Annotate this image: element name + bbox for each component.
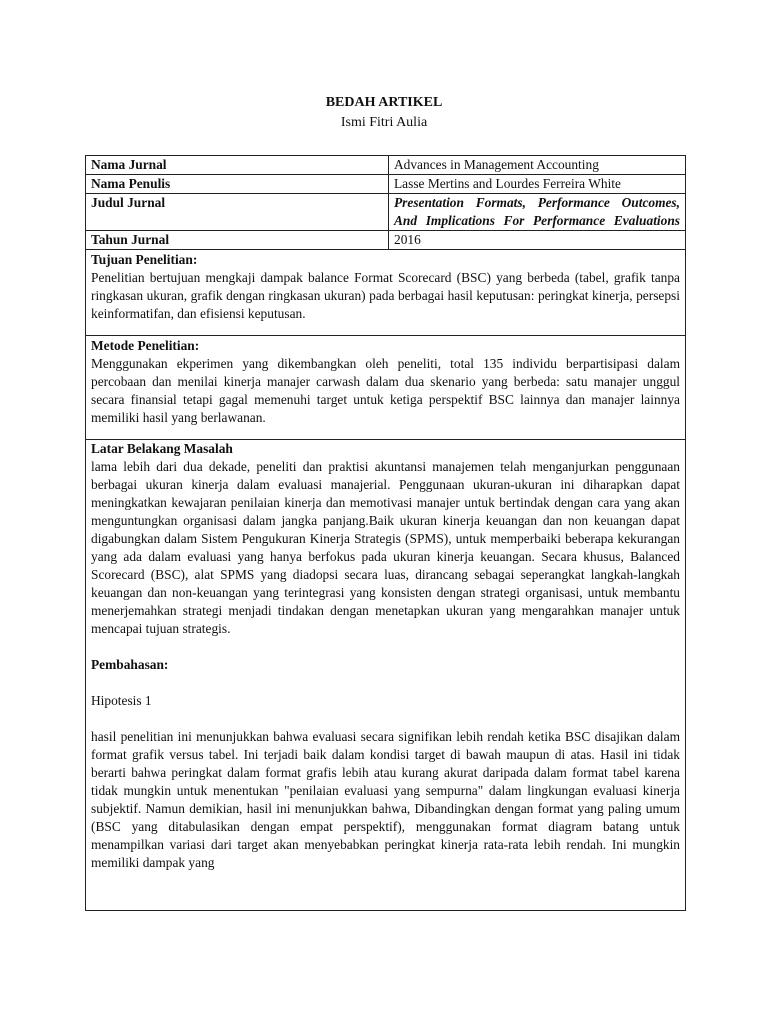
- latar-title: Latar Belakang Masalah: [91, 441, 233, 456]
- metode-text: Menggunakan ekperimen yang dikembangkan oleh peneliti, total 135 individu berpartisipasi dalam percobaan dan menilai kinerja manajer carwash dalam dua skenario yang berbeda: satu manajer unggul secara finansial tetapi gagal memenuhi target untuk ketiga perspektif BSC lainnya dan manajer lainnya memiliki hasil yang berlawanan.: [91, 356, 680, 425]
- hipotesis-subtitle: Hipotesis 1: [91, 693, 152, 708]
- metode-section: [86, 336, 686, 440]
- latar-text: lama lebih dari dua dekade, peneliti dan praktisi akuntansi manajemen telah menganjurkan penggunaan berbagai ukuran kinerja dalam evaluasi manajerial. Penggunaan ukuran-ukuran ini diharapkan dapat meningkatkan kewajaran penilaian kinerja dan memotivasi manajer untuk bertindak dengan cara yang akan menguntungkan organisasi dalam jangka panjang.Baik ukuran kinerja keuangan dan non keuangan dapat digabungkan dalam Sistem Pengukuran Kinerja Strategis (SPMS), untuk memperbaiki beberapa kekurangan yang ada dalam evaluasi yang hanya berfokus pada ukuran kinerja keuangan. Secara khusus, Balanced Scorecard (BSC), alat SPMS yang diadopsi secara luas, dirancang sebagai seperangkat langkah-langkah keuangan dan non-keuangan yang terintegrasi yang konsisten dengan strategi organisasi, untuk membantu menerjemahkan strategi menjadi tindakan dengan menetapkan ukuran yang mengarahkan manajer untuk mencapai tujuan strategis.: [91, 459, 680, 636]
- row-value-judul-jurnal: Presentation Formats, Performance Outcomes, And Implications For Performance Evaluations: [389, 194, 686, 231]
- table-row: [86, 231, 686, 250]
- tujuan-title: Tujuan Penelitian:: [91, 252, 198, 267]
- pembahasan-title: Pembahasan:: [91, 657, 169, 672]
- tujuan-section: [86, 250, 686, 336]
- table-row: [86, 175, 686, 194]
- document-title: BEDAH ARTIKEL: [325, 95, 443, 110]
- tujuan-text: Penelitian bertujuan mengkaji dampak balance Format Scorecard (BSC) yang berbeda (tabel, grafik tanpa ringkasan ukuran, grafik dengan ringkasan ukuran) pada berbagai hasil keputusan: peringkat kinerja, persepsi keinformatifan, dan efisiensi keputusan.: [91, 270, 680, 321]
- pembahasan-text: hasil penelitian ini menunjukkan bahwa evaluasi secara signifikan lebih rendah ketika BSC disajikan dalam format grafik versus tabel. Ini terjadi baik dalam kondisi target di bawah maupun di atas. Hasil ini tidak berarti bahwa peringkat dalam format grafis lebih atau kurang akurat daripada dalam format tabel karena tidak mungkin untuk menentukan "penilaian evaluasi yang sempurna" dalam lingkungan evaluasi kinerja subjektif. Namun demikian, hasil ini menunjukkan bahwa, Dibandingkan dengan format yang paling umum (BSC yang ditabulasikan dengan empat perspektif), menggunakan format diagram batang untuk menampilkan variasi dari target akan menyebabkan peringkat kinerja rata-rata lebih rendah. Ini mungkin memiliki dampak yang: [91, 729, 680, 870]
- latar-pembahasan-section: [86, 440, 686, 911]
- row-label-nama-jurnal: Nama Jurnal: [86, 156, 389, 175]
- row-label-judul-jurnal: Judul Jurnal: [86, 194, 389, 231]
- latar-pembahasan-content: [91, 440, 680, 910]
- article-review-table: [85, 155, 686, 911]
- document-author: Ismi Fitri Aulia: [340, 115, 428, 130]
- page-header: [0, 93, 768, 133]
- row-value-tahun-jurnal: 2016: [389, 231, 686, 250]
- row-value-nama-penulis: Lasse Mertins and Lourdes Ferreira White: [389, 175, 686, 194]
- table-row: [86, 156, 686, 175]
- row-value-nama-jurnal: Advances in Management Accounting: [389, 156, 686, 175]
- metode-title: Metode Penelitian:: [91, 338, 200, 353]
- row-label-tahun-jurnal: Tahun Jurnal: [86, 231, 389, 250]
- row-label-nama-penulis: Nama Penulis: [86, 175, 389, 194]
- table-row: [86, 194, 686, 231]
